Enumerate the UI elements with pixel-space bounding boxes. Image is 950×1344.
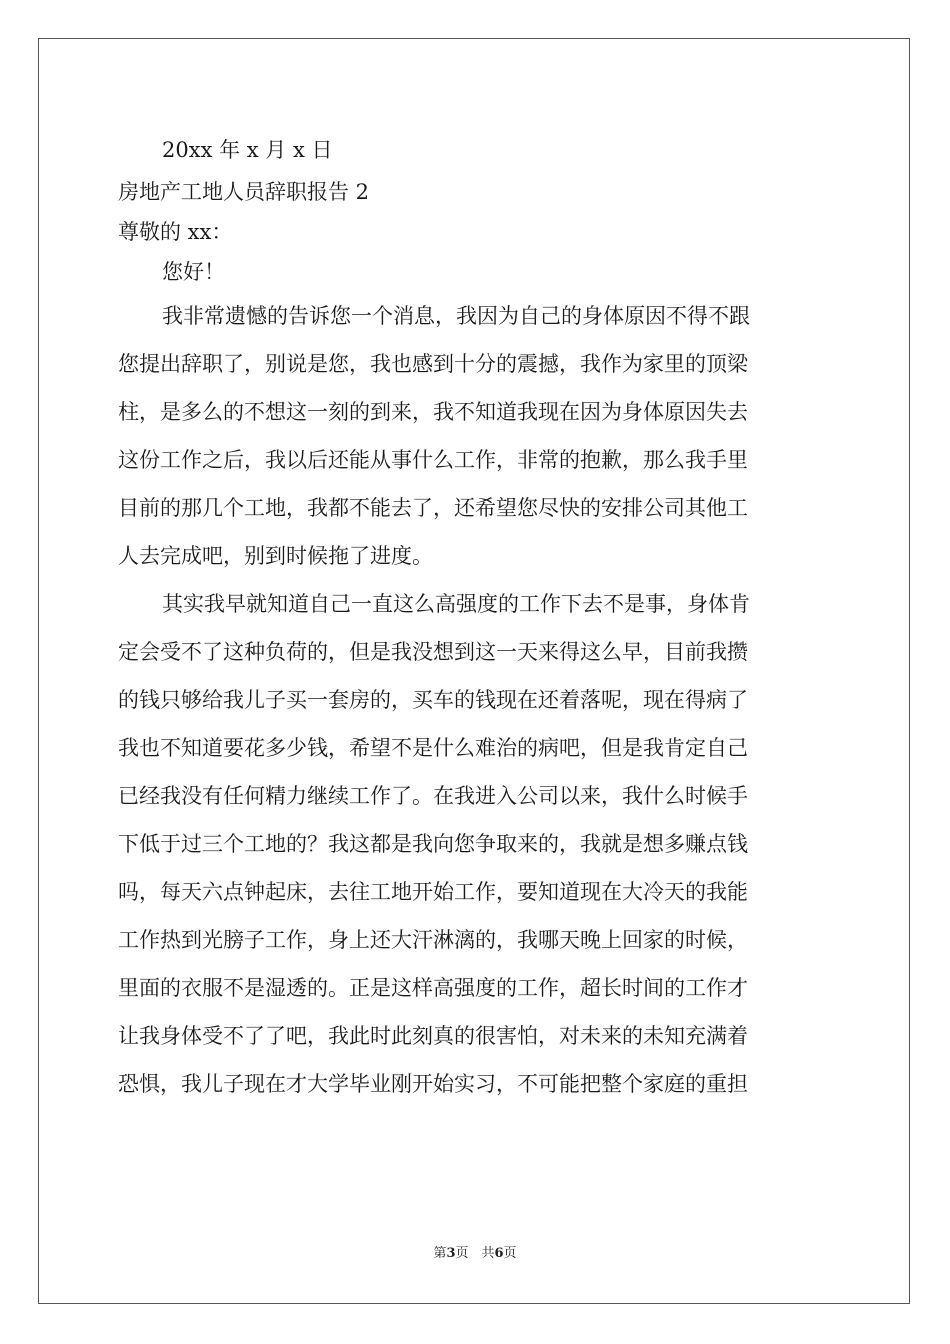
salutation: 尊敬的 xx：	[118, 220, 233, 244]
paragraph-line: 人去完成吧，别到时候拖了进度。	[118, 544, 433, 568]
paragraph-line: 工作热到光膀子工作，身上还大汗淋漓的，我哪天晚上回家的时候，	[118, 928, 748, 952]
paragraph-line: 这份工作之后，我以后还能从事什么工作，非常的抱歉，那么我手里	[118, 448, 748, 472]
paragraph-line: 目前的那几个工地，我都不能去了，还希望您尽快的安排公司其他工	[118, 496, 748, 520]
paragraph-line: 让我身体受不了了吧，我此时此刻真的很害怕，对未来的未知充满着	[118, 1024, 748, 1048]
paragraph-line: 的钱只够给我儿子买一套房的，买车的钱现在还着落呢，现在得病了	[118, 688, 748, 712]
paragraph-line: 定会受不了这种负荷的，但是我没想到这一天来得这么早，目前我攒	[118, 640, 748, 664]
paragraph-line: 其实我早就知道自己一直这么高强度的工作下去不是事，身体肯	[162, 592, 750, 616]
total-page-number: 6	[494, 1246, 504, 1261]
paragraph-line: 您提出辞职了，别说是您，我也感到十分的震撼，我作为家里的顶梁	[118, 352, 748, 376]
page-label-prefix: 第	[433, 1246, 447, 1261]
paragraph-line: 里面的衣服不是湿透的。正是这样高强度的工作，超长时间的工作才	[118, 976, 748, 1000]
page-label-suffix: 页	[503, 1246, 517, 1261]
paragraph-line: 吗，每天六点钟起床，去往工地开始工作，要知道现在大冷天的我能	[118, 880, 748, 904]
greeting: 您好！	[162, 260, 225, 284]
paragraph-line: 已经我没有任何精力继续工作了。在我进入公司以来，我什么时候手	[118, 784, 748, 808]
paragraph-2	[118, 580, 838, 1108]
paragraph-line: 下低于过三个工地的？我这都是我向您争取来的，我就是想多赚点钱	[118, 832, 748, 856]
paragraph-line: 我也不知道要花多少钱，希望不是什么难治的病吧，但是我肯定自己	[118, 736, 748, 760]
paragraph-1	[118, 292, 838, 580]
page-footer	[0, 1242, 950, 1261]
date-line: 20xx 年 x 月 x 日	[162, 138, 333, 162]
document-body	[118, 130, 838, 1108]
paragraph-line: 柱，是多么的不想这一刻的到来，我不知道我现在因为身体原因失去	[118, 400, 748, 424]
current-page-number: 3	[446, 1246, 456, 1261]
paragraph-line: 恐惧，我儿子现在才大学毕业刚开始实习，不可能把整个家庭的重担	[118, 1072, 748, 1096]
document-title: 房地产工地人员辞职报告 2	[118, 180, 370, 204]
paragraph-line: 我非常遗憾的告诉您一个消息，我因为自己的身体原因不得不跟	[162, 304, 750, 328]
page-label-mid: 页 共	[455, 1246, 495, 1261]
